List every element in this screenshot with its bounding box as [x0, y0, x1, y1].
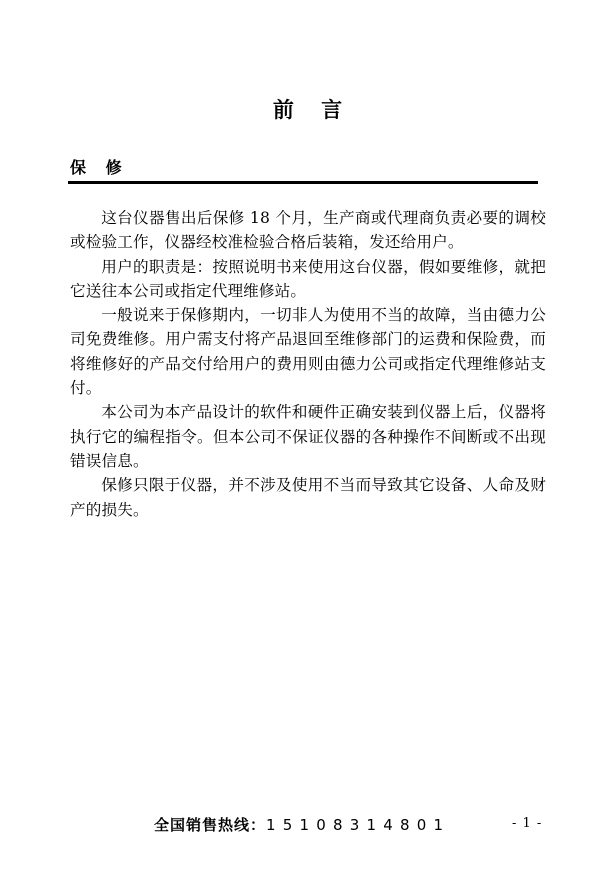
paragraph-software-disclaimer: 本公司为本产品设计的软件和硬件正确安装到仪器上后，仪器将执行它的编程指令。但本公司不保证仪器的各种操作不间断或不出现错误信息。: [70, 403, 546, 470]
paragraph-warranty-period: 这台仪器售出后保修 18 个月，生产商或代理商负责必要的调校或检验工作，仪器经校准检验合格后装箱，发还给用户。: [70, 209, 546, 252]
page-number: - 1 -: [512, 816, 543, 831]
page-title: 前 言: [272, 98, 353, 122]
paragraph-liability-limit: 保修只限于仪器，并不涉及使用不当而导致其它设备、人命及财产的损失。: [70, 476, 546, 519]
sales-hotline: [154, 814, 450, 835]
paragraph-free-repair: 一般说来于保修期内，一切非人为使用不当的故障，当由德力公司免费维修。用户需支付将产品退回至维修部门的运费和保险费，而将维修好的产品交付给用户的费用则由德力公司或指定代理维修站支付。: [70, 306, 546, 398]
hotline-number: 15108314801: [266, 816, 451, 834]
section-title: 保 修: [70, 158, 129, 177]
warranty-body: [70, 206, 546, 522]
section-divider: [68, 181, 538, 184]
hotline-label: 全国销售热线：: [154, 816, 267, 834]
paragraph-user-duty: 用户的职责是：按照说明书来使用这台仪器，假如要维修，就把它送往本公司或指定代理维修站。: [70, 257, 546, 300]
